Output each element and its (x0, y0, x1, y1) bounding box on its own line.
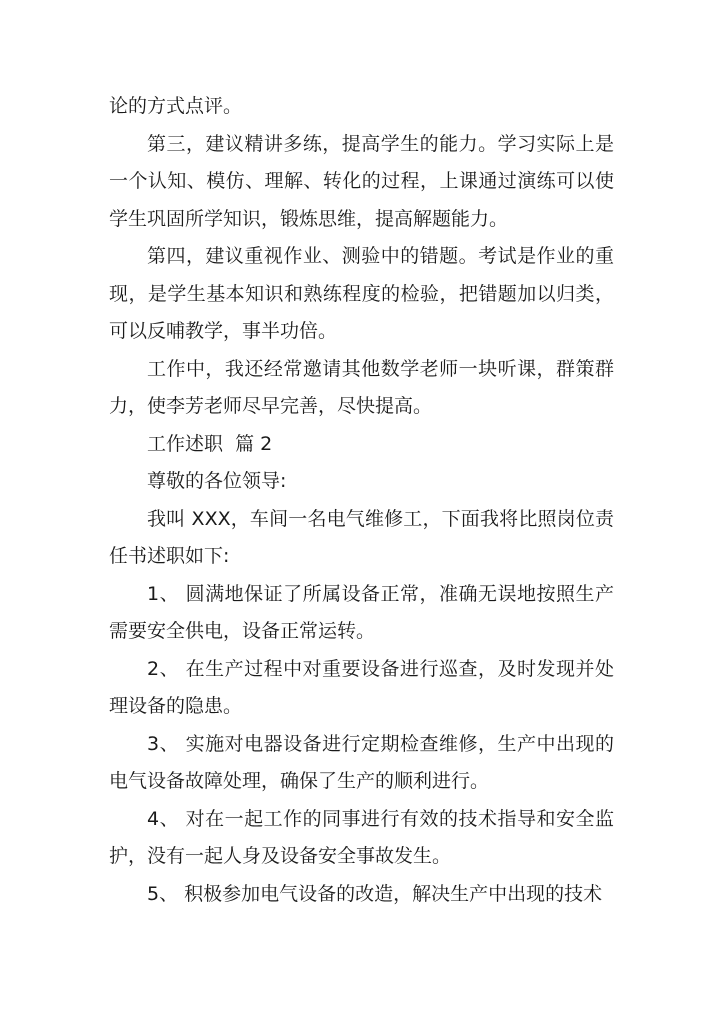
salutation: 尊敬的各位领导: (147, 470, 287, 492)
list-item-3: 3、 实施对电器设备进行定期检查维修，生产中出现的电气设备故障处理，确保了生产的顺利进行。 (109, 732, 614, 792)
list-item-5: 5、 积极参加电气设备的改造，解决生产中出现的技术 (147, 882, 603, 905)
paragraph-fourth-suggestion: 第四，建议重视作业、测验中的错题。考试是作业的重现，是学生基本知识和熟练程度的检验，把错题加以归类，可以反哺教学，事半功倍。 (109, 245, 614, 342)
list-item-2: 2、 在生产过程中对重要设备进行巡查，及时发现并处理设备的隐患。 (109, 657, 614, 717)
list-item-4: 4、 对在一起工作的同事进行有效的技术指导和安全监护，没有一起人身及设备安全事故发生。 (109, 807, 614, 867)
paragraph-third-suggestion: 第三，建议精讲多练，提高学生的能力。学习实际上是一个认知、模仿、理解、转化的过程，上课通过演练可以使学生巩固所学知识，锻炼思维，提高解题能力。 (109, 132, 614, 230)
list-item-1: 1、 圆满地保证了所属设备正常，准确无误地按照生产需要安全供电，设备正常运转。 (109, 582, 614, 642)
paragraph-introduction: 我叫 XXX，车间一名电气维修工，下面我将比照岗位责任书述职如下: (109, 507, 614, 567)
paragraph-listening-class: 工作中，我还经常邀请其他数学老师一块听课，群策群力，使李芳老师尽早完善，尽快提高。 (109, 357, 614, 417)
document-body (109, 88, 614, 913)
section-heading: 工作述职 篇 2 (147, 432, 273, 455)
paragraph-continuation: 论的方式点评。 (109, 95, 243, 117)
